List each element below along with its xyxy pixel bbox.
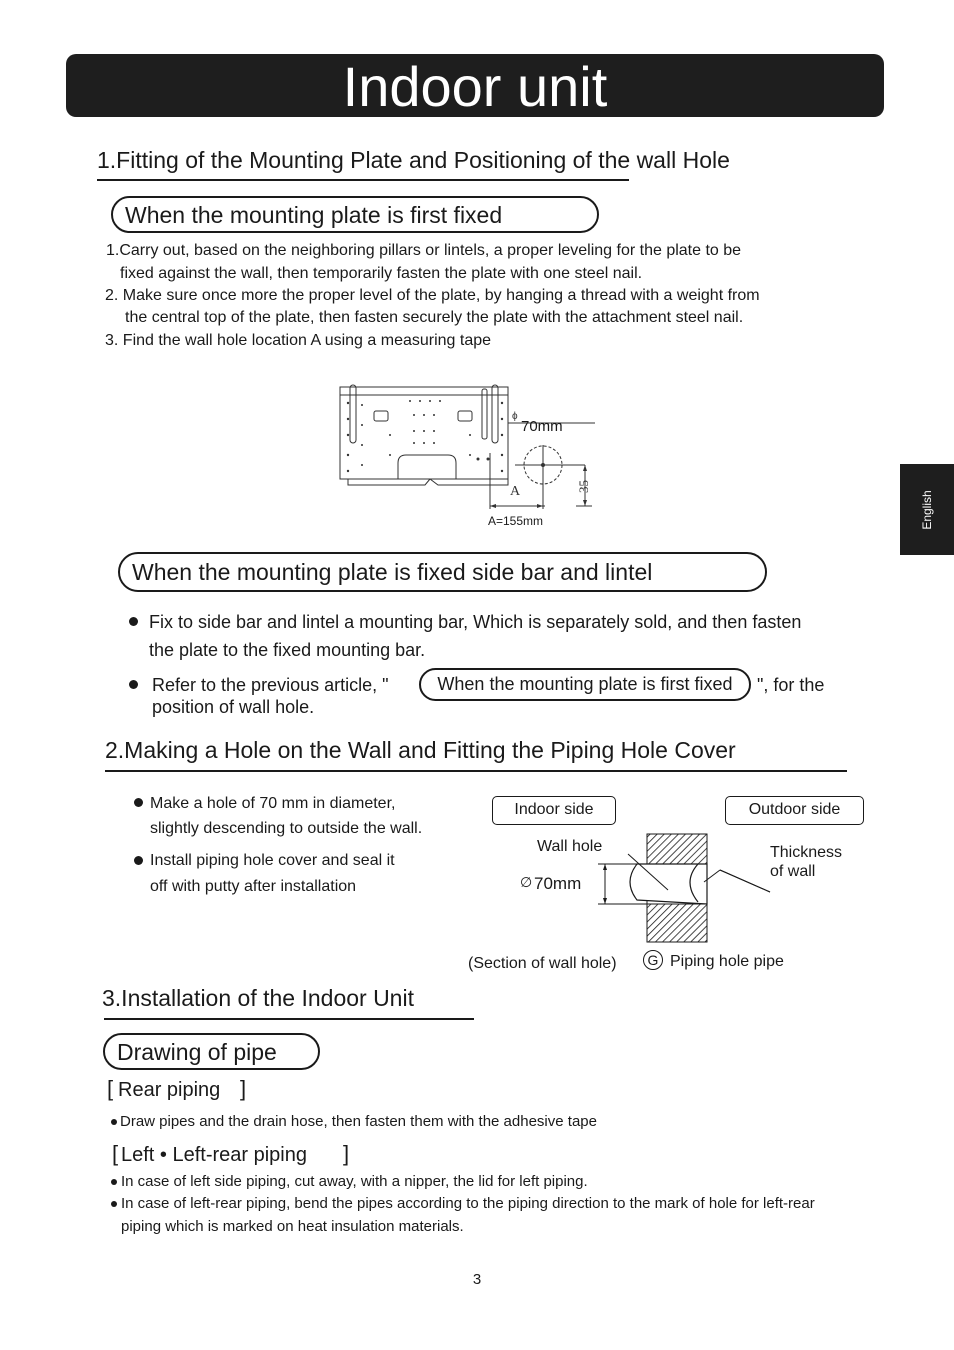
reference-pill — [419, 668, 751, 701]
bracket-right: ] — [240, 1076, 247, 1101]
bullet-dot — [129, 680, 138, 689]
part-g-marker: G — [643, 950, 663, 970]
indoor-side-label: Indoor side — [492, 796, 616, 825]
wall-section-figure — [590, 830, 780, 945]
bullet-dot — [111, 1119, 117, 1125]
hole-bullet-2-line-2: off with putty after installation — [150, 878, 357, 895]
page-title-banner — [66, 54, 884, 117]
piping-hole-pipe-caption: Piping hole pipe — [670, 953, 784, 970]
bracket-right: ] — [343, 1141, 350, 1166]
distance-a-value: A=155mm — [488, 514, 544, 528]
diameter-label: 70mm — [521, 418, 563, 435]
hole-bullet-2-line-1: Install piping hole cover and seal it — [150, 852, 395, 869]
bullet-dot — [129, 617, 138, 626]
language-tab — [900, 464, 954, 555]
section-3-underline — [104, 1018, 474, 1020]
bracket-left: [ — [107, 1076, 114, 1101]
subsection-first-fixed — [111, 196, 599, 233]
bullet-dot — [111, 1201, 117, 1207]
hole-bullet-1-line-1: Make a hole of 70 mm in diameter, — [150, 795, 396, 812]
step-2-line-2: the central top of the plate, then fasten securely the plate with the attachment steel nail. — [125, 309, 744, 326]
bullet-dot — [134, 856, 143, 865]
thickness-label-line-2: of wall — [770, 863, 816, 880]
subsection-first-fixed-title: When the mounting plate is first fixed — [125, 202, 503, 228]
subsection-drawing-of-pipe-title: Drawing of pipe — [117, 1039, 277, 1065]
left-piping-line-3: piping which is marked on heat insulation materials. — [121, 1218, 464, 1235]
side-bar-bullet-1-line-2: the plate to the fixed mounting bar. — [149, 640, 426, 660]
step-1-line-2: fixed against the wall, then temporarily fasten the plate with one steel nail. — [120, 265, 643, 282]
reference-pill-text: When the mounting plate is first fixed — [437, 674, 733, 694]
distance-a-letter: A — [510, 484, 521, 499]
language-tab-label: English — [920, 489, 934, 530]
wall-hole-label: Wall hole — [537, 838, 603, 855]
step-2-line-1: 2. Make sure once more the proper level of the plate, by hanging a thread with a weight from — [105, 287, 760, 304]
rear-piping-text: Draw pipes and the drain hose, then fasten them with the adhesive tape — [120, 1113, 597, 1130]
section-3-heading: 3.Installation of the Indoor Unit — [102, 985, 414, 1011]
wall-hole-diameter: 70mm — [534, 874, 582, 893]
side-bar-bullet-2-pre: Refer to the previous article, " — [152, 675, 389, 695]
step-3-line: 3. Find the wall hole location A using a measuring tape — [105, 332, 492, 349]
subsection-drawing-of-pipe — [103, 1033, 320, 1070]
section-of-wall-hole-caption: (Section of wall hole) — [468, 955, 617, 972]
outdoor-side-label: Outdoor side — [725, 796, 864, 825]
bullet-dot — [134, 798, 143, 807]
bracket-left: [ — [112, 1141, 119, 1166]
page-number: 3 — [472, 1271, 482, 1288]
side-bar-bullet-2-post: ", for the — [757, 675, 825, 695]
left-piping-line-1: In case of left side piping, cut away, with a nipper, the lid for left piping. — [121, 1173, 588, 1190]
section-1-heading: 1.Fitting of the Mounting Plate and Positioning of the wall Hole — [97, 147, 730, 173]
bullet-dot — [111, 1179, 117, 1185]
vertical-offset-label: 35 — [576, 480, 591, 493]
hole-bullet-1-line-2: slightly descending to outside the wall. — [150, 820, 423, 837]
side-bar-bullet-1-line-1: Fix to side bar and lintel a mounting bar, Which is separately sold, and then fasten — [149, 612, 802, 632]
step-1-line-1: 1.Carry out, based on the neighboring pillars or lintels, a proper leveling for the plate to be — [106, 242, 742, 259]
subsection-side-bar-lintel-title: When the mounting plate is fixed side bar and lintel — [132, 559, 653, 585]
left-rear-piping-label: Left • Left-rear piping — [121, 1144, 307, 1166]
left-piping-line-2: In case of left-rear piping, bend the pipes according to the piping direction to the mark of hole for left-rear — [121, 1195, 815, 1212]
thickness-label-line-1: Thickness — [770, 844, 843, 861]
side-bar-bullet-2-line-2: position of wall hole. — [152, 697, 315, 717]
section-2-heading: 2.Making a Hole on the Wall and Fitting the Piping Hole Cover — [105, 737, 736, 763]
page-title: Indoor unit — [342, 55, 608, 118]
mounting-plate-figure — [330, 375, 610, 530]
subsection-side-bar-lintel — [118, 552, 767, 592]
svg-text:ϕ: ϕ — [512, 411, 518, 422]
diameter-symbol-icon: ∅ — [520, 874, 533, 890]
rear-piping-label: Rear piping — [118, 1079, 221, 1101]
section-2-underline — [105, 770, 847, 772]
section-1-underline — [97, 179, 629, 181]
